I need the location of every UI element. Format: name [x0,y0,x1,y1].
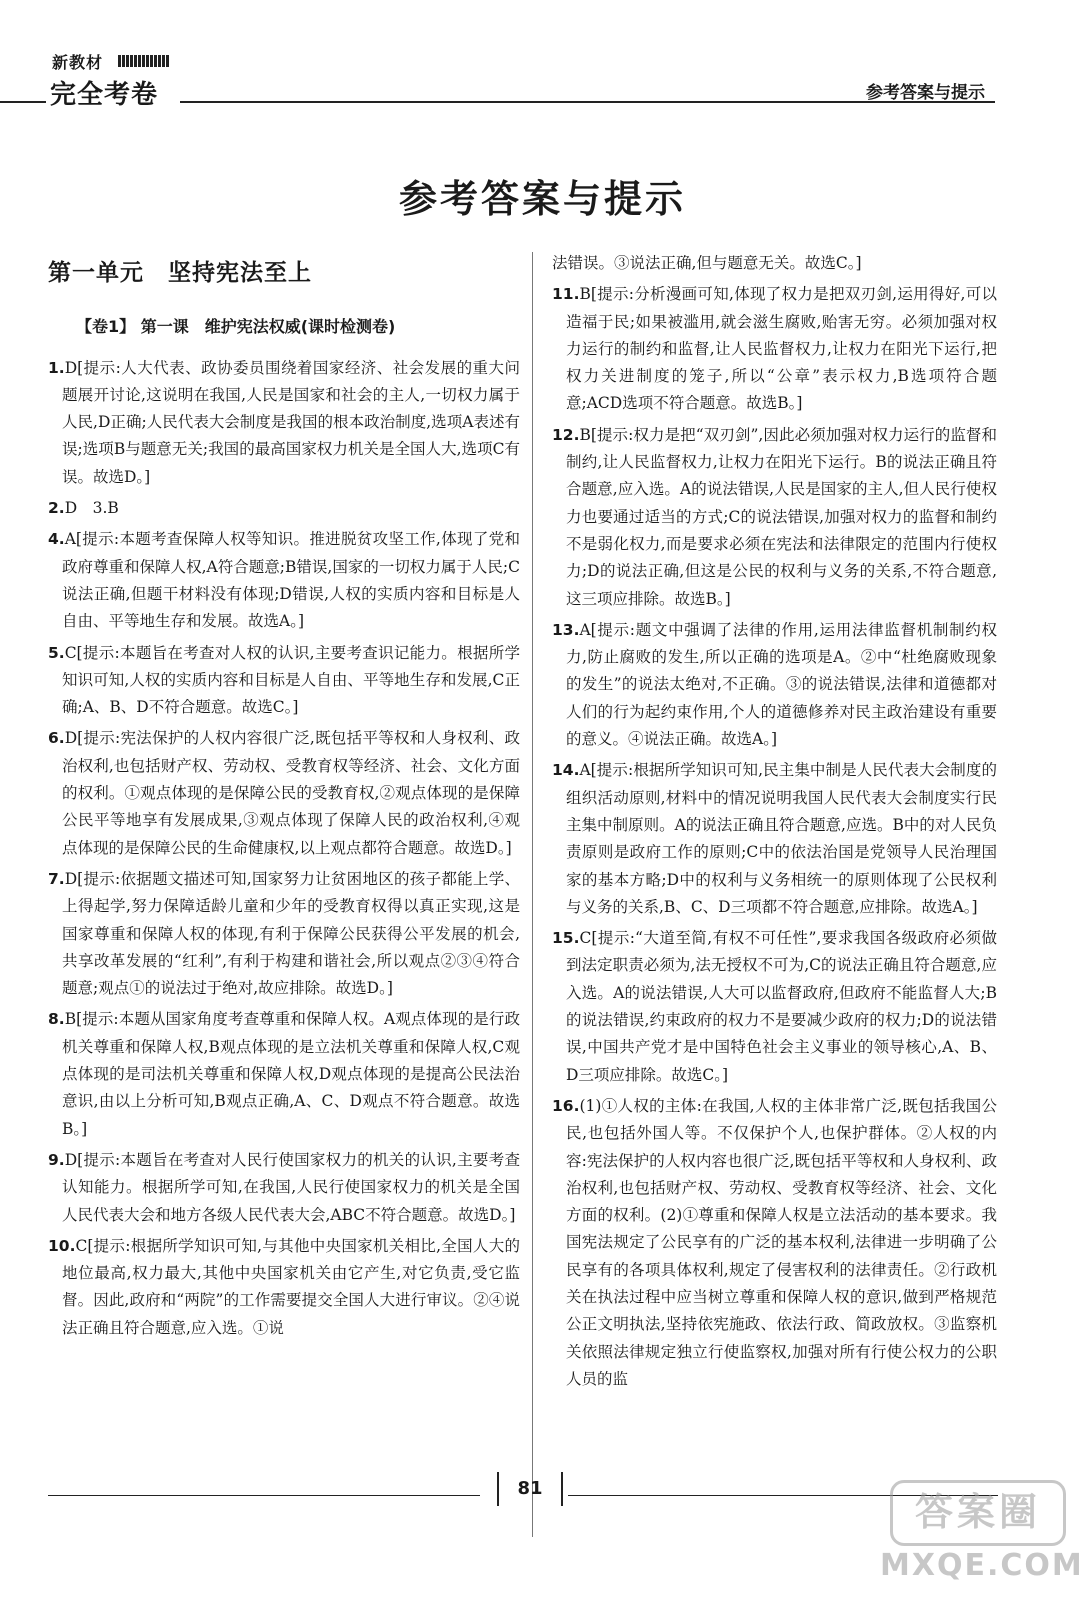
answer-number: 11. [552,285,580,304]
answer-text: A[提示:本题考查保障人权等知识。推进脱贫攻坚工作,体现了党和政府尊重和保障人权,A符合题意;B错误,国家的一切权力属于人民;C说法正确,但题干材料没有体现;D错误,人权的实质内容和目标是人自由、平等地生存和发展。故选A。] [62,530,520,631]
column-divider [532,252,533,1537]
right-answer-list [552,281,997,1393]
answer-item [48,495,520,522]
answer-item [552,925,997,1089]
page-title: 参考答案与提示 [398,177,686,221]
brand-small: 新教材 [52,53,104,72]
left-column [48,250,520,1346]
right-column [552,250,997,1397]
running-head: 参考答案与提示 [866,83,985,103]
watermark [880,1480,1084,1590]
answer-number: 16. [552,1096,580,1115]
answer-item [48,355,520,491]
footer-bar-right [561,1472,563,1506]
lesson-title: 【卷1】 第一课 维护宪法权威(课时检测卷) [76,317,396,337]
answer-item [48,1006,520,1142]
answer-text: C[提示:根据所学知识可知,与其他中央国家机关相比,全国人大的地位最高,权力最大,其他中央国家机关由它产生,对它负责,受它监督。因此,政府和“两院”的工作需要提交全国人大进行审议。②④说法正确且符合题意,应入选。①说 [62,1236,520,1337]
answer-text: D[提示:宪法保护的人权内容很广泛,既包括平等权和人身权利、政治权利,也包括财产权、劳动权、受教育权等经济、社会、文化方面的权利。①观点体现的是保障公民的受教育权,②观点体现的是保障公民平等地享有发展成果,③观点体现了保障人民的政治权利,④观点体现的是保障公民的生命健康权,以上观点都符合题意。故选D。] [62,729,520,857]
answer-number: 13. [552,620,580,639]
answer-number: 6. [48,729,65,748]
answer-item [48,1147,520,1229]
answer-number: 1. [48,358,65,377]
answer-text: B[提示:本题从国家角度考查尊重和保障人权。A观点体现的是行政机关尊重和保障人权,B观点体现的是立法机关尊重和保障人权,C观点体现的是司法机关尊重和保障人权,D观点体现的是提高公民法治意识,由以上分析可知,B观点正确,A、C、D观点不符合题意。故选B。] [62,1010,520,1138]
answer-item [48,640,520,722]
answer-text: A[提示:题文中强调了法律的作用,运用法律监督机制制约权力,防止腐败的发生,所以正确的选项是A。②中“杜绝腐败现象的发生”的说法太绝对,不正确。③的说法错误,法律和道德都对人们的行为起约束作用,个人的道德修养对民主政治建设有重要的意义。④说法正确。故选A。] [566,620,997,749]
answer-text: A[提示:根据所学知识可知,民主集中制是人民代表大会制度的组织活动原则,材料中的情况说明我国人民代表大会制度实行民主集中制原则。A的说法正确且符合题意,应选。B中的对人民负责原则是政府工作的原则;C中的依法治国是党领导人民治理国家的基本方略;D中的权利与义务相统一的原则体现了公民权利与义务的关系,B、C、D三项都不符合题意,应排除。故选A。] [566,761,997,916]
answer-number: 15. [552,929,580,948]
answer-number: 7. [48,869,65,888]
answer-item [552,1093,997,1393]
answer-number: 9. [48,1150,65,1169]
watermark-logo: 答案圈 [890,1480,1066,1546]
brand-stripe-decoration [118,55,170,67]
answer-number: 5. [48,643,65,662]
footer-rule-left [48,1495,480,1496]
answer-item [48,866,520,1002]
answer-text: C[提示:“大道至简,有权不可任性”,要求我国各级政府必须做到法定职责必须为,法无授权不可为,C的说法正确且符合题意,应入选。A的说法错误,人大可以监督政府,但政府不能监督人大;B的说法错误,约束政府的权力不是要减少政府的权力;D的说法错误,中国共产党才是中国特色社会主义事业的领导核心,A、B、D三项应排除。故选C。] [566,929,997,1084]
page-header [0,0,1085,110]
answer-text: D 3.B [64,499,119,518]
answer-number: 12. [552,425,580,444]
answer-text: D[提示:人大代表、政协委员围绕着国家经济、社会发展的重大问题展开讨论,这说明在我国,人民是国家和社会的主人,一切权力属于人民,D正确;人民代表大会制度是我国的根本政治制度,选项A表述有误;选项B与题意无关;我国的最高国家权力机关是全国人大,选项C有误。故选D。] [62,358,520,486]
answer-text: D[提示:依据题文描述可知,国家努力让贫困地区的孩子都能上学、上得起学,努力保障适龄儿童和少年的受教育权得以真正实现,这是国家尊重和保障人权的体现,有利于保障公民获得公平发展的机会,共享改革发展的“红利”,有利于构建和谐社会,所以观点②③④符合题意;观点①的说法过于绝对,故应排除。故选D。] [62,869,520,998]
answer-item [552,422,997,613]
answer-item [48,526,520,635]
answer-number: 10. [48,1236,76,1255]
page-number: 81 [517,1478,543,1499]
answer-number: 4. [48,530,65,549]
unit-title: 第一单元 坚持宪法至上 [48,260,312,286]
answer-text: B[提示:分析漫画可知,体现了权力是把双刃剑,运用得好,可以造福于民;如果被滥用,就会滋生腐败,贻害无穷。必须加强对权力运行的制约和监督,让人民监督权力,让权力在阳光下运行,把权力关进制度的笼子,所以“公章”表示权力,B选项符合题意;ACD选项不符合题意。故选B。] [566,285,997,413]
brand-logo: 完全考卷 [50,80,159,110]
continued-answer-text: 法错误。③说法正确,但与题意无关。故选C。] [552,254,862,272]
answer-number: 8. [48,1010,65,1029]
answer-text: D[提示:本题旨在考查对人民行使国家权力的机关的认识,主要考查认知能力。根据所学可知,在我国,人民行使国家权力的机关是全国人民代表大会和地方各级人民代表大会,ABC不符合题意。故选D。] [62,1150,520,1224]
answer-text: (1)①人权的主体:在我国,人权的主体非常广泛,既包括我国公民,也包括外国人等。不仅保护个人,也保护群体。②人权的内容:宪法保护的人权内容也很广泛,既包括平等权和人身权利、政治权利,也包括财产权、劳动权、受教育权等经济、社会、文化方面的权利。(2)①尊重和保障人权是立法活动的基本要求。我国宪法规定了公民享有的广泛的基本权利,法律进一步明确了公民享有的各项具体权利,规定了侵害权利的法律责任。②行政机关在执法过程中应当树立尊重和保障人权的意识,做到严格规范公正文明执法,坚持依宪施政、依法行政、简政放权。③监察机关依照法律规定独立行使监察权,加强对所有行使公权力的公职人员的监 [566,1096,997,1388]
answer-text: B[提示:权力是把“双刃剑”,因此必须加强对权力运行的监督和制约,让人民监督权力,让权力在阳光下运行。B的说法正确且符合题意,应入选。A的说法错误,人民是国家的主人,但人民行使权力也要通过适当的方式;C的说法错误,加强对权力的监督和制约不是弱化权力,而是要求必须在宪法和法律限定的范围内行使权力;D的说法正确,但这是公民的权利与义务的关系,不符合题意,这三项应排除。故选B。] [566,425,997,608]
footer-bar-left [497,1472,499,1506]
answer-item [552,281,997,417]
answer-item [552,757,997,921]
watermark-site: MXQE.COM [880,1548,1084,1583]
left-answer-list [48,355,520,1342]
answer-number: 2. [48,499,65,518]
answer-number: 14. [552,761,580,780]
header-rule-left [0,101,46,103]
answer-text: C[提示:本题旨在考查对人权的认识,主要考查识记能力。根据所学知识可知,人权的实质内容和目标是人自由、平等地生存和发展,C正确;A、B、D不符合题意。故选C。] [62,643,520,717]
answer-item [48,725,520,861]
answer-item [48,1233,520,1342]
answer-item [552,617,997,753]
